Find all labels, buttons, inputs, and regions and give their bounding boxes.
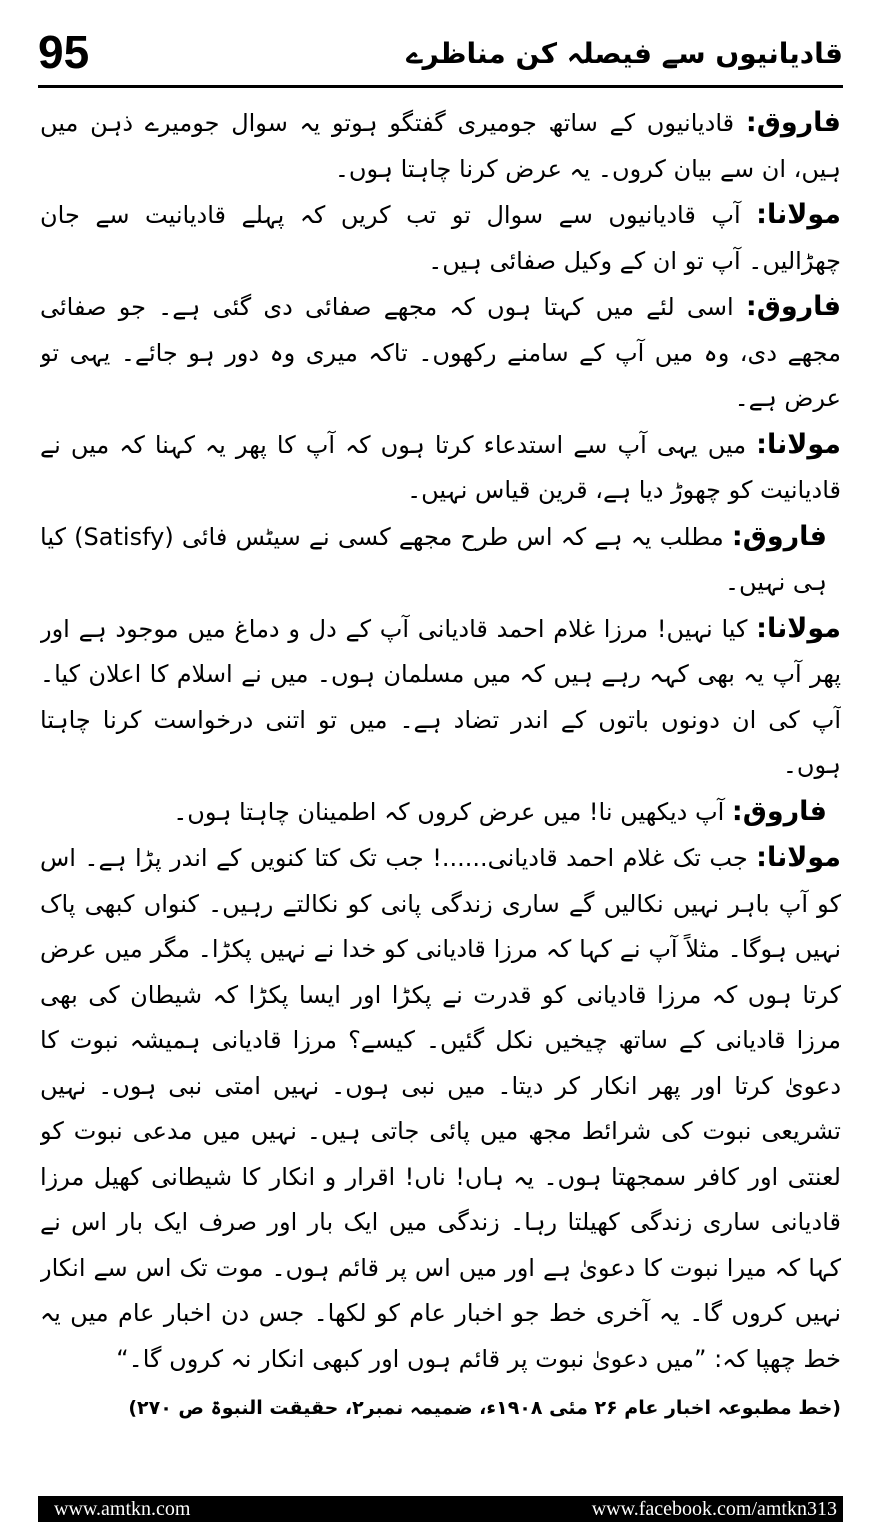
dialogue-paragraph	[40, 789, 841, 836]
dialogue-text: اسی لئے میں کہتا ہوں کہ مجھے صفائی دی گئی ہے۔ جو صفائی مجھے دی، وہ میں آپ کے سامنے رکھوں۔ تاکہ میری وہ دور ہو جائے۔ یہی تو عرض ہے۔	[40, 293, 841, 412]
speaker-label: مولانا:	[756, 612, 841, 644]
book-title: قادیانیوں سے فیصلہ کن مناظرے	[406, 37, 843, 70]
facebook-link[interactable]: www.facebook.com/amtkn313	[591, 1498, 837, 1520]
speaker-label: مولانا:	[756, 842, 841, 873]
dialogue-text: میں یہی آپ سے استدعاء کرتا ہوں کہ آپ کا پھر یہ کہنا کہ میں نے قادیانیت کو چھوڑ دیا ہے، قرین قیاس نہیں۔	[40, 430, 841, 504]
dialogue-text: جب تک غلام احمد قادیانی......! جب تک کتا کنویں کے اندر پڑا ہے۔ اس کو آپ باہر نہیں نکالیں گے ساری زندگی پانی کو نکالتے رہیں۔ کنواں کبھی پاک نہیں ہوگا۔ مثلاً آپ نے کہا کہ مرزا قادیانی کو خدا نے نہیں پکڑا۔ مگر میں عرض کرتا ہوں کہ مرزا قادیانی کو قدرت نے پکڑا اور ایسا پکڑا کہ شیطان کی بھی مرزا قادیانی کے ساتھ چیخیں نکل گئیں۔ کیسے؟ مرزا قادیانی ہمیشہ نبوت کا دعویٰ کرتا اور پھر انکار کر دیتا۔ میں نبی ہوں۔ نہیں امتی نبی ہوں۔ نہیں تشریعی نبوت کی شرائط مجھ میں پائی جاتی ہیں۔ نہیں میں مدعی نبوت کو لعنتی اور کافر سمجھتا ہوں۔ یہ ہاں! ناں! اقرار و انکار کا شیطانی کھیل مرزا قادیانی ساری زندگی کھیلتا رہا۔ زندگی میں ایک بار اور صرف ایک بار اس نے کہا کہ میرا نبوت کا دعویٰ ہے اور میں اس پر قائم ہوں۔ موت تک اس سے انکار نہیں کروں گا۔ یہ آخری خط جو اخبار عام کو لکھا۔ جس دن اخبار عام میں یہ خط چھپا کہ: ”میں دعویٰ نبوت پر قائم ہوں اور کبھی انکار نہ کروں گا۔“	[40, 844, 841, 1373]
website-link[interactable]: www.amtkn.com	[54, 1498, 191, 1520]
speaker-label: مولانا:	[756, 428, 841, 460]
page-body	[40, 100, 841, 1430]
speaker-label: فاروق:	[745, 291, 841, 322]
dialogue-text: کیا نہیں! مرزا غلام احمد قادیانی آپ کے دل و دماغ میں موجود ہے اور پھر آپ یہ بھی کہہ رہے ہیں کہ میں مسلمان ہوں۔ میں نے اسلام کا اعلان کیا۔ آپ کی ان دونوں باتوں کے اندر تضاد ہے۔ میں تو اتنی درخواست کرنا چاہتا ہوں۔	[40, 614, 841, 779]
speaker-label: مولانا:	[756, 199, 841, 230]
page-header	[38, 24, 843, 80]
dialogue-text: آپ دیکھیں نا! میں عرض کروں کہ اطمینان چاہتا ہوں۔	[173, 797, 725, 826]
speaker-label: فاروق:	[731, 795, 827, 827]
citation: (خط مطبوعہ اخبار عام ۲۶ مئی ۱۹۰۸ء، ضمیمہ نمبر۲، حقیقت النبوۃ ص ۲۷۰)	[128, 1397, 841, 1419]
dialogue-paragraph	[40, 100, 841, 192]
dialogue-paragraph	[40, 284, 841, 422]
dialogue-text: مطلب یہ ہے کہ اس طرح مجھے کسی نے سیٹس فائی (Satisfy) کیا ہی نہیں۔	[40, 522, 827, 596]
dialogue-text: آپ قادیانیوں سے سوال تو تب کریں کہ پہلے قادیانیت سے جان چھڑالیں۔ آپ تو ان کے وکیل صفائی ہیں۔	[40, 201, 841, 275]
speaker-label: فاروق:	[745, 107, 841, 138]
dialogue-text: قادیانیوں کے ساتھ جومیری گفتگو ہوتو یہ سوال جومیرے ذہن میں ہیں، ان سے بیان کروں۔ یہ عرض کرنا چاہتا ہوں۔	[40, 109, 841, 183]
page-number: 95	[38, 26, 90, 78]
dialogue-paragraph	[40, 422, 841, 514]
footer-bar	[38, 1496, 843, 1522]
dialogue-paragraph	[40, 192, 841, 284]
dialogue-paragraph	[40, 514, 841, 606]
dialogue-paragraph	[40, 835, 841, 1382]
speaker-label: فاروق:	[731, 520, 827, 552]
dialogue-paragraph	[40, 606, 841, 789]
header-divider	[38, 85, 843, 88]
